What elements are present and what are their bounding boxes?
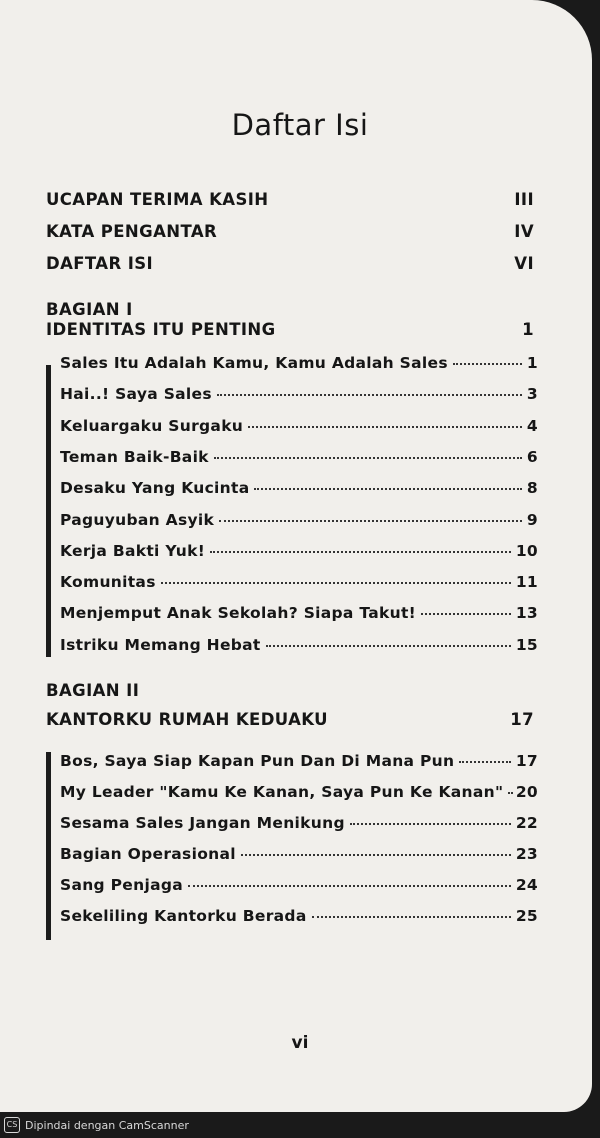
part-title: IDENTITAS ITU PENTING <box>46 320 276 339</box>
toc-label: UCAPAN TERIMA KASIH <box>46 190 269 209</box>
toc-entry-label: Bagian Operasional <box>60 845 236 863</box>
dot-leader <box>459 760 511 763</box>
toc-entry-page: 6 <box>526 447 538 466</box>
dot-leader <box>266 644 511 647</box>
dot-leader <box>312 915 511 918</box>
toc-entry-page: 24 <box>515 876 538 894</box>
toc-entry-label: Desaku Yang Kucinta <box>60 479 250 498</box>
toc-entry-page: 25 <box>515 907 538 925</box>
toc-entry <box>60 845 538 869</box>
scanner-caption: Dipindai dengan CamScanner <box>25 1118 189 1132</box>
toc-entry <box>60 511 538 535</box>
toc-entry-page: 11 <box>515 573 538 592</box>
toc-entry-label: Sekeliling Kantorku Berada <box>60 907 307 925</box>
toc-page: IV <box>514 222 534 241</box>
dot-leader <box>421 612 511 615</box>
dot-leader <box>210 550 511 553</box>
toc-entry-page: 15 <box>515 635 538 654</box>
part-title: KANTORKU RUMAH KEDUAKU <box>46 710 328 729</box>
dot-leader <box>188 884 511 887</box>
toc-entry-label: Keluargaku Surgaku <box>60 416 244 435</box>
toc-entry-label: Sales Itu Adalah Kamu, Kamu Adalah Sales <box>60 354 448 372</box>
toc-entry <box>60 479 538 503</box>
toc-entry-page: 22 <box>515 814 538 832</box>
toc-row-ucapan <box>46 190 534 209</box>
dot-leader <box>161 581 511 584</box>
camscanner-logo-icon: CS <box>4 1117 20 1133</box>
toc-entry <box>60 907 538 931</box>
toc-entry <box>60 573 538 597</box>
part-title-row-2 <box>46 710 534 729</box>
toc-entry <box>60 752 538 776</box>
part-heading-2: BAGIAN II <box>46 681 140 700</box>
part-page: 1 <box>522 320 534 339</box>
part-heading-1: BAGIAN I <box>46 300 133 319</box>
dot-leader <box>217 393 522 396</box>
section-bar-2 <box>46 752 51 940</box>
dot-leader <box>508 791 510 794</box>
toc-entry <box>60 542 538 566</box>
part-page: 17 <box>510 710 534 729</box>
toc-page: VI <box>514 254 534 273</box>
toc-entry-page: 9 <box>526 510 538 529</box>
toc-entry-label: Bos, Saya Siap Kapan Pun Dan Di Mana Pun <box>60 752 455 770</box>
toc-entry-page: 3 <box>526 385 538 404</box>
toc-entry-label: Sesama Sales Jangan Menikung <box>60 814 345 832</box>
toc-entry-page: 13 <box>515 604 538 623</box>
dot-leader <box>241 853 511 856</box>
toc-entry-page: 23 <box>515 845 538 863</box>
dot-leader <box>254 487 521 490</box>
toc-page: III <box>514 190 534 209</box>
dot-leader <box>350 822 511 825</box>
toc-entry-page: 8 <box>526 479 538 498</box>
toc-entry-page: 4 <box>526 416 538 435</box>
toc-row-kata-pengantar <box>46 222 534 241</box>
toc-entry-label: Teman Baik-Baik <box>60 447 209 466</box>
toc-row-daftar-isi <box>46 254 534 273</box>
toc-entry-label: Komunitas <box>60 573 156 592</box>
toc-entry-page: 20 <box>515 783 538 801</box>
toc-entry-label: Menjemput Anak Sekolah? Siapa Takut! <box>60 604 417 623</box>
toc-entry <box>60 636 538 660</box>
toc-entry-label: My Leader "Kamu Ke Kanan, Saya Pun Ke Kanan" <box>60 783 504 801</box>
toc-entry <box>60 604 538 628</box>
toc-entry-label: Hai..! Saya Sales <box>60 385 212 404</box>
toc-entry-label: Istriku Memang Hebat <box>60 635 261 654</box>
toc-entry <box>60 448 538 472</box>
toc-entry <box>60 385 538 409</box>
scanner-footer <box>0 1112 600 1138</box>
toc-entry <box>60 783 538 807</box>
toc-entry-page: 17 <box>515 752 538 770</box>
dot-leader <box>248 425 522 428</box>
toc-label: KATA PENGANTAR <box>46 222 218 241</box>
toc-entry <box>60 354 538 378</box>
toc-label: DAFTAR ISI <box>46 254 154 273</box>
toc-entry-label: Sang Penjaga <box>60 876 183 894</box>
dot-leader <box>219 519 522 522</box>
toc-entry-page: 1 <box>526 354 538 372</box>
page-title: Daftar Isi <box>231 108 369 142</box>
section-bar-1 <box>46 365 51 657</box>
toc-entry <box>60 417 538 441</box>
toc-entry <box>60 876 538 900</box>
dot-leader <box>453 362 522 365</box>
toc-entry-label: Kerja Bakti Yuk! <box>60 541 206 560</box>
page-number: vi <box>291 1033 309 1053</box>
dot-leader <box>214 456 522 459</box>
toc-entry-page: 10 <box>515 541 538 560</box>
toc-entry-label: Paguyuban Asyik <box>60 510 215 529</box>
toc-entry <box>60 814 538 838</box>
part-title-row-1 <box>46 320 534 339</box>
